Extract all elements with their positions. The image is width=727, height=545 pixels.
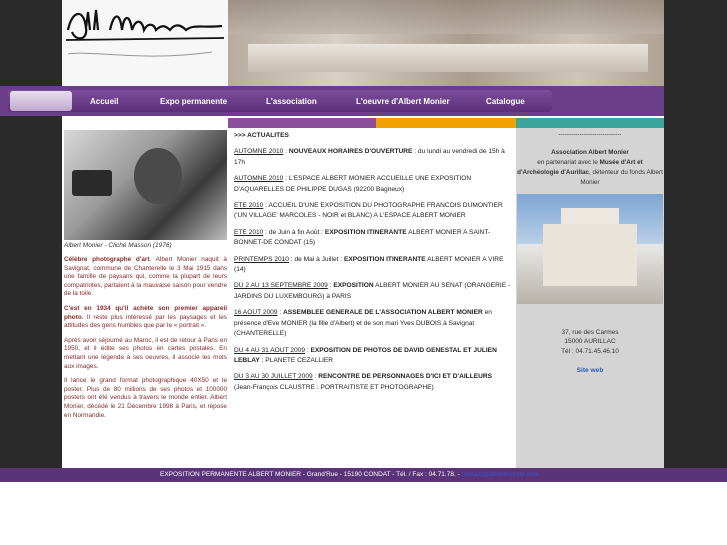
news-item: DU 3 AU 30 JUILLET 2009 : RENCONTRE DE PERSONNAGES D'ICI ET D'AILLEURS (Jean-François CLAUSTRE : PORTRAITISTE ET PHOTOGRAPHE): [234, 373, 493, 391]
news-item: DU 4 AU 31 AOUT 2009 : EXPOSITION DE PHOTOS DE DAVID GENESTAL ET JULIEN LEBLAY : PLANETE CEZALLIER: [234, 346, 497, 364]
news-item: ETE 2010 : de Juin à fin Août : EXPOSITION ITINERANTE ALBERT MONIER A SAINT-BONNET-DE CONDAT (15): [234, 228, 491, 247]
news-date-link[interactable]: DU 4 AU 31 AOUT 2009: [234, 346, 305, 354]
news-date-link[interactable]: 16 AOUT 2009: [234, 309, 278, 317]
logo-signature[interactable]: [62, 0, 228, 86]
phone-number: Tél : 04.71.45.46.10: [561, 347, 619, 355]
nav-item-catalogue[interactable]: Catalogue: [486, 97, 525, 106]
strip-teal: [516, 118, 664, 128]
news-date-link[interactable]: ETE 2010: [234, 202, 264, 210]
separator-dashes: ------------------------------: [558, 131, 622, 138]
strip-orange: [376, 118, 516, 128]
address-block: [516, 328, 664, 356]
camera-icon: [72, 170, 112, 196]
news-date-link[interactable]: AUTOMNE 2010: [234, 175, 284, 183]
bio-paragraph: Après avoir séjourné au Maroc, il est de retour à Paris en 1950, et il édite ses photos en cartes postales. En mettant une légende à ses oeuvres, il associe les mots aux images.: [64, 336, 227, 370]
nav-item-expo-permanente[interactable]: Expo permanente: [160, 97, 228, 106]
website-link[interactable]: Site web: [576, 367, 604, 374]
nav-item-association[interactable]: L'association: [266, 97, 317, 106]
bio-paragraph: C'est en 1934 qu'il achète son premier appareil photo. Il reste plus intéressé par les paysages et les attitudes des gens humbles que par le « portrait ».: [64, 304, 227, 330]
biography: [64, 256, 227, 426]
nav-item-oeuvre[interactable]: L'oeuvre d'Albert Monier: [356, 97, 450, 106]
nav-item-accueil[interactable]: Accueil: [90, 97, 119, 106]
news-header: >>> ACTUALITES: [234, 132, 289, 139]
address-street: 37, rue des Carmes: [561, 329, 619, 336]
bio-paragraph: Il lance le grand format photographique 40X50 et le poster. Plus de 80 millions de ses photos et 100000 posters ont été vendus à travers le monde entier. Albert Monier, décédé le 21 Décembre 1998 à Paris, et repose en Normandie.: [64, 377, 227, 419]
news-date-link[interactable]: PRINTEMPS 2010: [234, 255, 289, 263]
news-date-link[interactable]: ETE 2010: [234, 228, 264, 236]
nav-highlight: [10, 91, 72, 111]
news-item: PRINTEMPS 2010 : de Mai à Juillet : EXPOSITION ITINERANTE ALBERT MONIER A VIRE (14): [234, 255, 504, 274]
signature-logo-icon: [62, 0, 228, 86]
news-date-link[interactable]: DU 3 AU 30 JUILLET 2009: [234, 373, 313, 381]
association-name: Association Albert Monier: [551, 149, 629, 156]
association-info: [516, 130, 664, 188]
exhibition-photo: [228, 0, 664, 86]
museum-building-photo: [517, 194, 663, 304]
footer-text: EXPOSITION PERMANENTE ALBERT MONIER - Grand'Rue - 15190 CONDAT - Tél. / Fax : 04.71.78. - contact@albertmonier.com: [160, 471, 539, 478]
address-city: 15000 AURILLAC: [564, 338, 616, 346]
footer-email-link[interactable]: contact@albertmonier.com: [461, 471, 539, 478]
news-item: DU 2 AU 13 SEPTEMBRE 2009 : EXPOSITION ALBERT MONIER AU SENAT (ORANGERIE - JARDINS DU LUXEMBOURG) à PARIS: [234, 282, 511, 300]
news-item: ETE 2010 : ACCUEIL D'UNE EXPOSITION DU PHOTOGRAPHE FRANCOIS DUMONTIER ('UN VILLAGE' MARCOLES - NOIR et BLANC) A L'ESPACE ALBERT MONIER: [234, 202, 503, 220]
partnership-text: en partenariat avec le Musée d'Art et d'Archéologie d'Aurillac, détenteur du fonds Albert Monier: [517, 159, 663, 186]
portrait-caption: Albert Monier - Cliché Masson (1976): [64, 242, 172, 249]
news-item: 16 AOUT 2009 : ASSEMBLEE GENERALE DE L'ASSOCIATION ALBERT MONIER en présence d'Eve MONIER (la fille d'Albert) et de son mari Yves DUBOIS à Savignat (CHANTERELLE): [234, 309, 492, 338]
strip-purple: [228, 118, 376, 128]
news-date-link[interactable]: DU 2 AU 13 SEPTEMBRE 2009: [234, 282, 328, 290]
portrait-photo: [64, 130, 227, 240]
news-item: AUTOMNE 2010 : L'ESPACE ALBERT MONIER ACCUEILLE UNE EXPOSITION D'AQUARELLES DE PHILIPPE DUGAS (92200 Bagneux): [234, 175, 472, 193]
news-item: AUTOMNE 2010 : NOUVEAUX HORAIRES D'OUVERTURE : du lundi au vendredi de 15h à 17h: [234, 148, 505, 166]
news-section: [234, 131, 512, 399]
news-date-link[interactable]: AUTOMNE 2010: [234, 148, 284, 156]
bio-paragraph: Célèbre photographe d'art. Albert Monier naquit à Savignat, commune de Chanterelle le 3 Mai 1915 dans une famille de paysans qui, comme la plupart de leurs compatriotes, partaient à la mauvaise saison pour vendre de la toile.: [64, 256, 227, 298]
